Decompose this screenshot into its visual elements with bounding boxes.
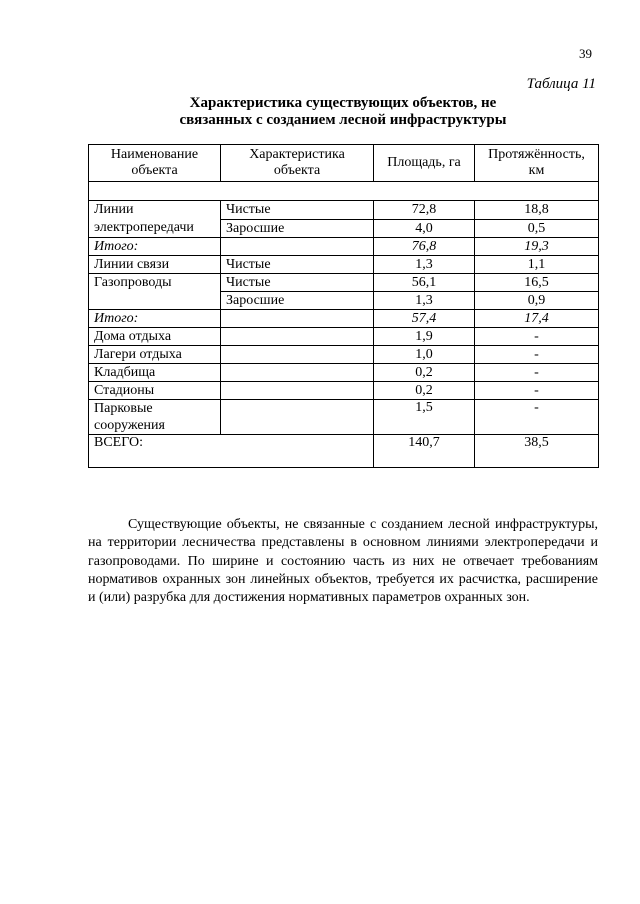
cell-characteristic: Заросшие	[221, 292, 374, 310]
table-row	[89, 346, 599, 364]
subtotal-row	[89, 310, 599, 328]
cell-name: Лагери отдыха	[89, 346, 221, 364]
table-row	[89, 274, 599, 292]
cell-name: Линии электропередачи	[89, 201, 221, 238]
cell-length: -	[475, 328, 599, 346]
body-paragraph: Существующие объекты, не связанные с созданием лесной инфраструктуры, на территории лесничества представлены в основном линиями электропередачи и газопроводами. По ширине и состоянию часть из них не отвечает требованиям нормативов охранных зон линейных объектов, требуется их расчистка, расширение и (или) разрубка для достижения нормативных параметров охранных зон.	[88, 517, 598, 606]
cell-total-length: 38,5	[475, 435, 599, 468]
cell-name: Кладбища	[89, 364, 221, 382]
header-length: Протяжённость, км	[475, 145, 599, 182]
objects-table	[88, 144, 599, 468]
cell-name: Итого:	[89, 310, 221, 328]
subtotal-row	[89, 238, 599, 256]
cell-length: 0,9	[475, 292, 599, 310]
cell-characteristic: Чистые	[221, 274, 374, 292]
cell-length: -	[475, 400, 599, 435]
cell-area: 56,1	[374, 274, 475, 292]
cell-area: 4,0	[374, 219, 475, 238]
cell-area: 1,9	[374, 328, 475, 346]
cell-characteristic	[221, 346, 374, 364]
cell-characteristic	[221, 382, 374, 400]
table-row	[89, 364, 599, 382]
table-row	[89, 201, 599, 220]
cell-area: 0,2	[374, 364, 475, 382]
table-title	[88, 95, 598, 129]
table-row	[89, 328, 599, 346]
table-row	[89, 400, 599, 435]
cell-characteristic: Чистые	[221, 201, 374, 220]
cell-length: 19,3	[475, 238, 599, 256]
cell-name: Газопроводы	[89, 274, 221, 310]
table-row	[89, 382, 599, 400]
spacer-cell	[89, 182, 599, 201]
cell-area: 1,3	[374, 292, 475, 310]
table-row	[89, 256, 599, 274]
cell-area: 72,8	[374, 201, 475, 220]
cell-area: 76,8	[374, 238, 475, 256]
cell-characteristic: Чистые	[221, 256, 374, 274]
cell-area: 1,0	[374, 346, 475, 364]
cell-name: Итого:	[89, 238, 221, 256]
table-label: Таблица 11	[526, 76, 596, 92]
cell-area: 57,4	[374, 310, 475, 328]
cell-characteristic	[221, 400, 374, 435]
cell-length: 0,5	[475, 219, 599, 238]
spacer-row	[89, 182, 599, 201]
cell-area: 0,2	[374, 382, 475, 400]
header-characteristic: Характеристика объекта	[221, 145, 374, 182]
cell-characteristic	[221, 310, 374, 328]
title-line-2: связанных с созданием лесной инфраструктуры	[179, 112, 507, 128]
cell-characteristic	[221, 328, 374, 346]
cell-name: Дома отдыха	[89, 328, 221, 346]
cell-characteristic	[221, 364, 374, 382]
cell-characteristic: Заросшие	[221, 219, 374, 238]
cell-total-label: ВСЕГО:	[89, 435, 374, 468]
cell-area: 1,5	[374, 400, 475, 435]
cell-area: 1,3	[374, 256, 475, 274]
header-row	[89, 145, 599, 182]
cell-total-area: 140,7	[374, 435, 475, 468]
cell-length: -	[475, 346, 599, 364]
cell-length: -	[475, 364, 599, 382]
header-name: Наименование объекта	[89, 145, 221, 182]
total-row	[89, 435, 599, 468]
cell-name: Парковые сооружения	[89, 400, 221, 435]
cell-length: 17,4	[475, 310, 599, 328]
title-line-1: Характеристика существующих объектов, не	[189, 95, 497, 111]
header-area: Площадь, га	[374, 145, 475, 182]
cell-characteristic	[221, 238, 374, 256]
cell-length: 18,8	[475, 201, 599, 220]
cell-name: Стадионы	[89, 382, 221, 400]
cell-length: 16,5	[475, 274, 599, 292]
cell-length: 1,1	[475, 256, 599, 274]
cell-length: -	[475, 382, 599, 400]
page-number: 39	[579, 46, 592, 61]
cell-name: Линии связи	[89, 256, 221, 274]
